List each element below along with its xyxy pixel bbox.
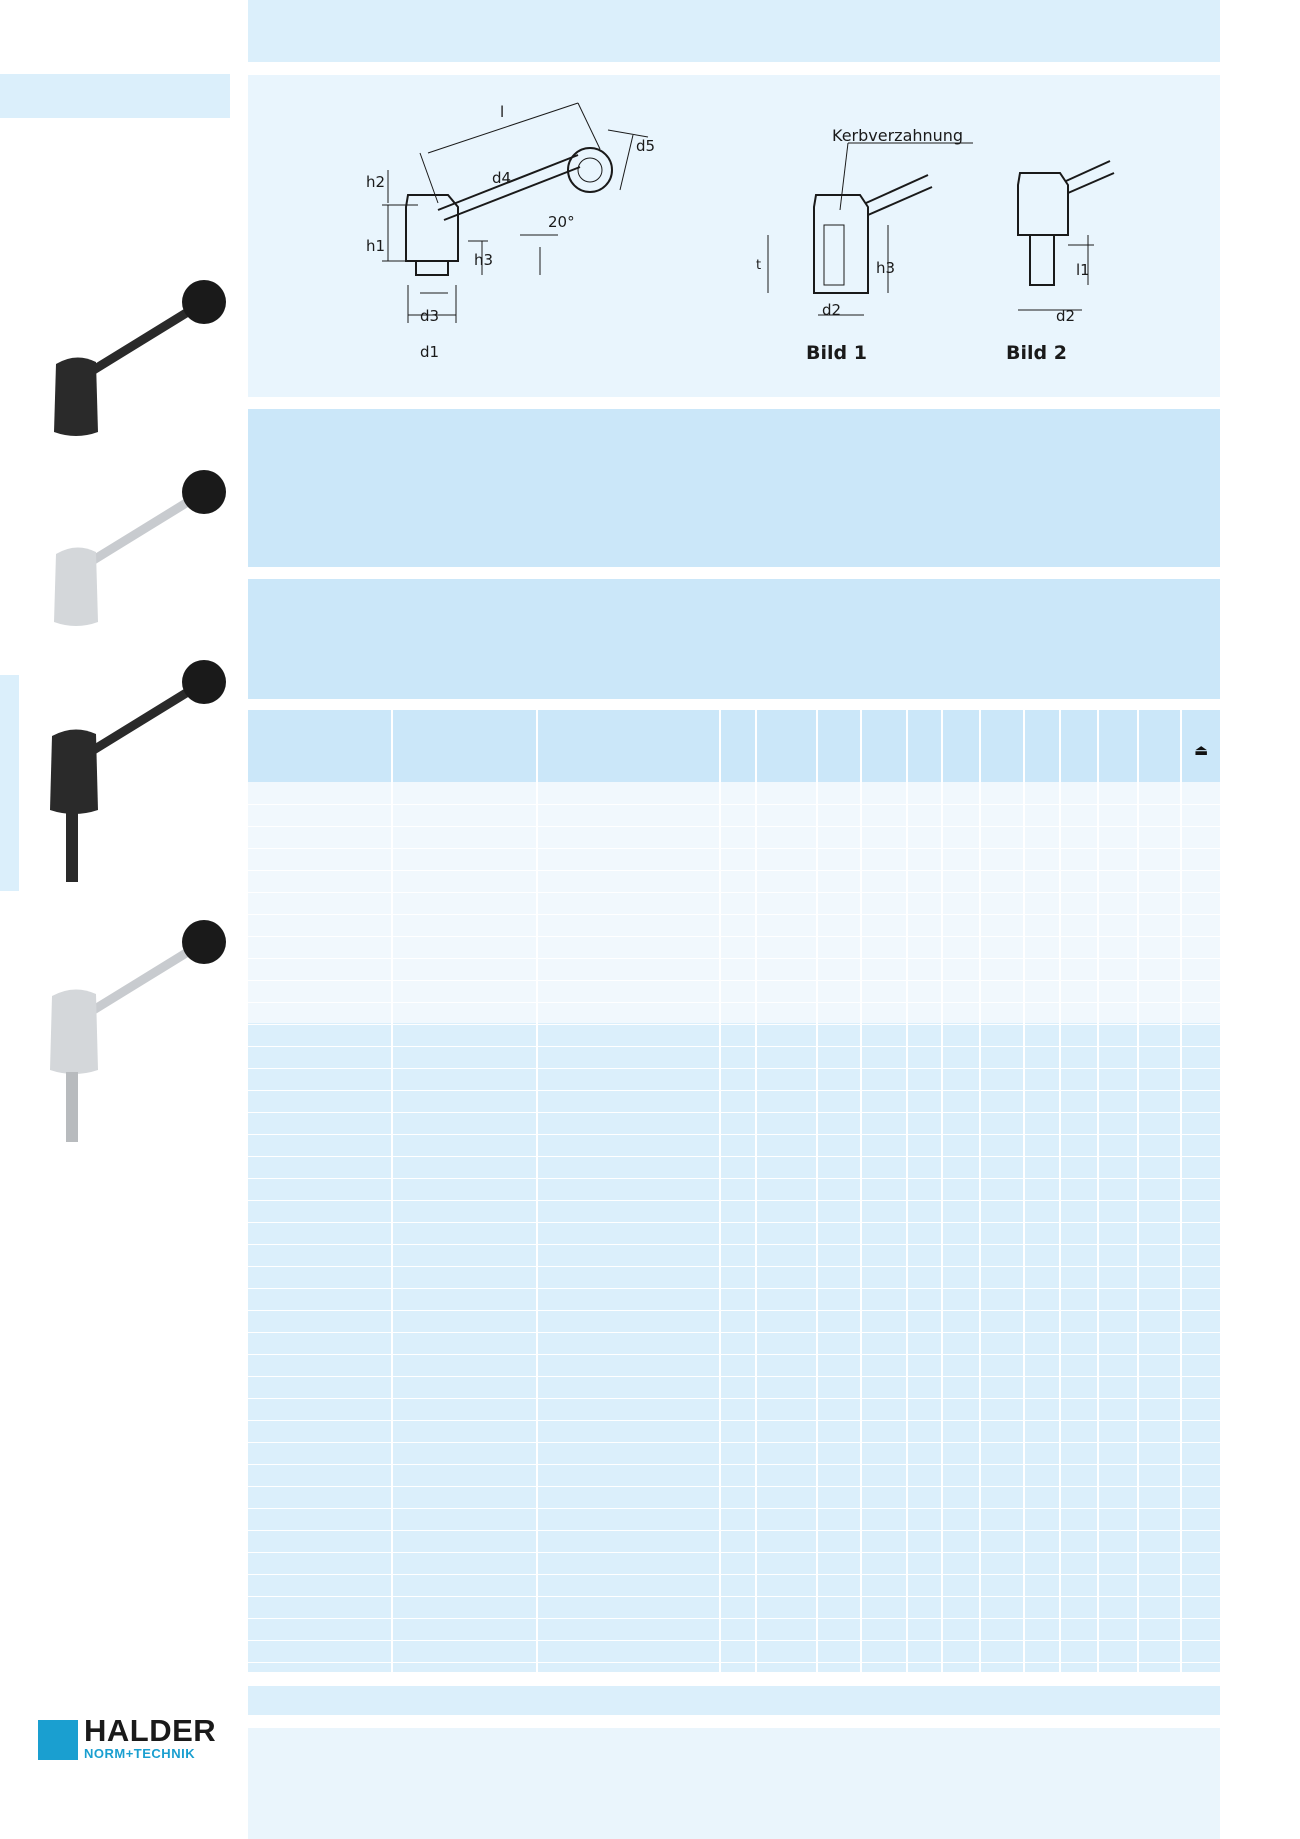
table-row-divider <box>248 1266 1220 1267</box>
table-row-divider <box>248 1354 1220 1355</box>
product-image-black-lever <box>44 272 234 440</box>
logo-subtitle: NORM+TECHNIK <box>84 1746 196 1761</box>
top-band <box>248 0 1220 62</box>
table-row-divider <box>248 1222 1220 1223</box>
table-row-divider <box>248 936 1220 937</box>
halder-logo <box>38 1713 238 1763</box>
table-row-divider <box>248 1376 1220 1377</box>
table-row-divider <box>248 870 1220 871</box>
table-row-divider <box>248 804 1220 805</box>
product-image-steel-lever-threaded <box>44 912 234 1152</box>
table-row-divider <box>248 1464 1220 1465</box>
product-image-steel-lever <box>44 462 234 630</box>
dim-h3-label: h3 <box>474 251 494 269</box>
description-panel-1 <box>248 409 1220 567</box>
bottom-band <box>248 1686 1220 1715</box>
table-row-divider <box>248 1618 1220 1619</box>
dim-t-label: t <box>756 258 762 273</box>
table-row-divider <box>248 1596 1220 1597</box>
table-row-divider <box>248 826 1220 827</box>
dim-d1-label: d1 <box>420 343 440 361</box>
dim-angle-label: 20° <box>548 213 575 231</box>
description-panel-2 <box>248 579 1220 699</box>
table-row-divider <box>248 1288 1220 1289</box>
table-row-divider <box>248 1398 1220 1399</box>
table-row-divider <box>248 1178 1220 1179</box>
table-row-divider <box>248 1508 1220 1509</box>
table-row-divider <box>248 1640 1220 1641</box>
table-row-divider <box>248 1200 1220 1201</box>
table-row-divider <box>248 1442 1220 1443</box>
figure-2-caption: Bild 2 <box>1006 342 1067 364</box>
table-row-divider <box>248 1134 1220 1135</box>
table-row-divider <box>248 848 1220 849</box>
dim-d4-label: d4 <box>492 169 512 187</box>
dim-d2-fig2-label: d2 <box>1056 307 1076 325</box>
table-row-divider <box>248 1332 1220 1333</box>
logo-name: HALDER <box>84 1713 217 1748</box>
table-row-divider <box>248 1420 1220 1421</box>
figure-1-caption: Bild 1 <box>806 342 867 364</box>
table-row-divider <box>248 1552 1220 1553</box>
table-row-divider <box>248 1068 1220 1069</box>
table-row-divider <box>248 1244 1220 1245</box>
footer-panel <box>248 1728 1220 1839</box>
table-row-divider <box>248 958 1220 959</box>
technical-drawing <box>248 75 1220 397</box>
table-row-divider <box>248 1156 1220 1157</box>
dim-h3-fig1-label: h3 <box>876 259 896 277</box>
dim-h1-label: h1 <box>366 237 386 255</box>
diagram-panel <box>248 75 1220 397</box>
halder-logo-icon <box>38 1720 78 1760</box>
table-row-divider <box>248 892 1220 893</box>
left-strip <box>0 675 19 891</box>
table-row-divider <box>248 1046 1220 1047</box>
table-row-divider <box>248 914 1220 915</box>
dim-l1-label: l1 <box>1076 261 1090 279</box>
table-row-divider <box>248 1486 1220 1487</box>
table-row-divider <box>248 1024 1220 1025</box>
dim-d5-label: d5 <box>636 137 656 155</box>
table-row-divider <box>248 1310 1220 1311</box>
dim-h2-label: h2 <box>366 173 386 191</box>
dim-l-label: l <box>500 103 505 121</box>
table-row-divider <box>248 1574 1220 1575</box>
left-tab <box>0 74 230 118</box>
table-row-divider <box>248 1090 1220 1091</box>
thread-symbol-icon: ⏏ <box>1194 741 1209 759</box>
product-image-black-lever-threaded <box>44 652 234 892</box>
data-table <box>248 710 1220 1672</box>
table-row-divider <box>248 980 1220 981</box>
table-body-section-1 <box>248 782 1220 1023</box>
table-header <box>248 710 1220 782</box>
table-row-divider <box>248 1002 1220 1003</box>
hub-thread <box>416 261 448 275</box>
kerbverzahnung-label: Kerbverzahnung <box>832 126 964 145</box>
table-row-divider <box>248 1530 1220 1531</box>
dim-d2-fig1-label: d2 <box>822 301 842 319</box>
dim-d3-label: d3 <box>420 307 440 325</box>
table-row-divider <box>248 1112 1220 1113</box>
table-row-divider <box>248 1662 1220 1663</box>
